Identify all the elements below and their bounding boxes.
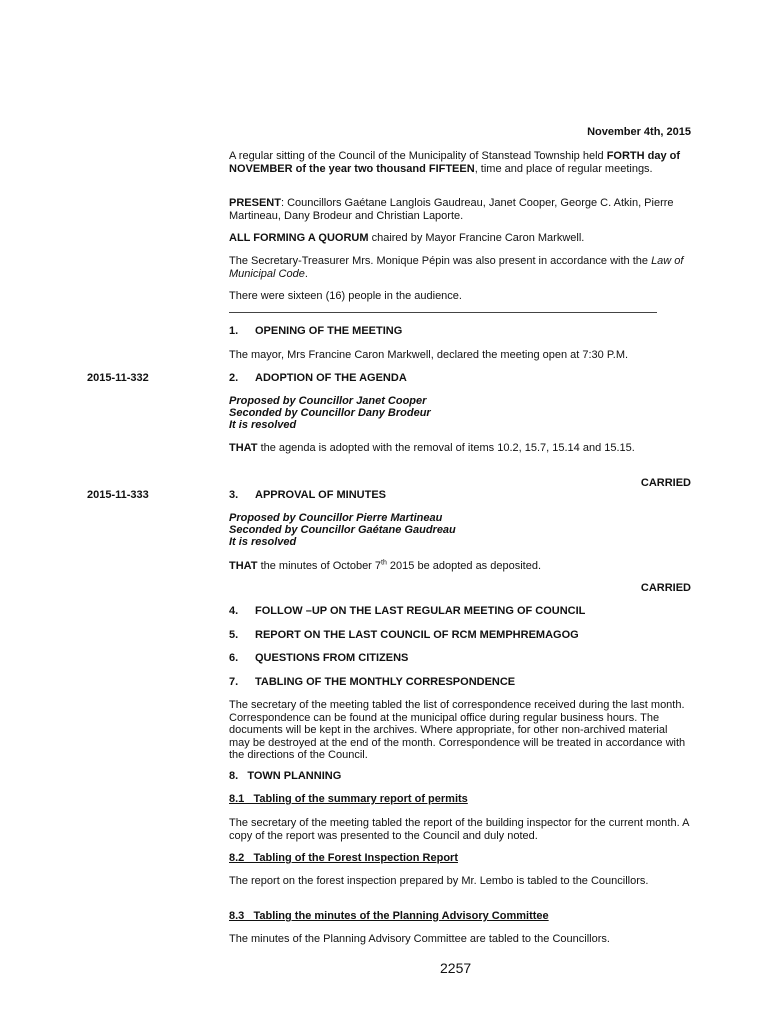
seconded-by: Seconded by Councillor Dany Brodeur bbox=[229, 407, 431, 419]
carried-label: CARRIED bbox=[640, 477, 691, 489]
section-2-text: THAT the agenda is adopted with the removal of items 10.2, 15.7, 15.14 and 15.15. bbox=[229, 442, 635, 454]
quorum-paragraph: ALL FORMING A QUORUM chaired by Mayor Francine Caron Markwell. bbox=[229, 232, 585, 244]
section-3-number: 3. bbox=[229, 489, 239, 501]
subsection-8-2-title: 8.2 Tabling of the Forest Inspection Report bbox=[229, 852, 458, 864]
section-1-text: The mayor, Mrs Francine Caron Markwell, declared the meeting open at 7:30 P.M. bbox=[229, 349, 629, 361]
intro-paragraph: A regular sitting of the Council of the Municipality of Stanstead Township held FORTH day of NOVEMBER of the year two thousand FIFTEEN, time and place of regular meetings. bbox=[229, 150, 681, 175]
section-8-title: 8. TOWN PLANNING bbox=[229, 770, 342, 782]
proposed-by: Proposed by Councillor Pierre Martineau bbox=[229, 512, 443, 524]
it-is-resolved: It is resolved bbox=[229, 419, 297, 431]
carried-label: CARRIED bbox=[640, 582, 691, 594]
resolution-number: 2015-11-333 bbox=[87, 489, 149, 501]
it-is-resolved: It is resolved bbox=[229, 536, 297, 548]
section-3-text: THAT the minutes of October 7th 2015 be adopted as deposited. bbox=[229, 559, 542, 572]
section-4-number: 4. bbox=[229, 605, 239, 617]
section-6-number: 6. bbox=[229, 652, 239, 664]
section-1-title: OPENING OF THE MEETING bbox=[255, 325, 403, 337]
secretary-paragraph: The Secretary-Treasurer Mrs. Monique Pépin was also present in accordance with the Law of Municipal Code. bbox=[229, 255, 684, 280]
section-2-title: ADOPTION OF THE AGENDA bbox=[255, 372, 407, 384]
subsection-8-1-title: 8.1 Tabling of the summary report of permits bbox=[229, 793, 468, 805]
subsection-8-1-text: The secretary of the meeting tabled the report of the building inspector for the current month. A copy of the report was presented to the Council and duly noted. bbox=[229, 817, 689, 842]
section-7-title: TABLING OF THE MONTHLY CORRESPONDENCE bbox=[255, 676, 516, 688]
page-number: 2257 bbox=[440, 960, 472, 976]
audience-text: There were sixteen (16) people in the audience. bbox=[229, 290, 462, 302]
section-5-number: 5. bbox=[229, 629, 239, 641]
section-4-title: FOLLOW –UP ON THE LAST REGULAR MEETING OF COUNCIL bbox=[255, 605, 586, 617]
resolution-number: 2015-11-332 bbox=[87, 372, 149, 384]
section-7-number: 7. bbox=[229, 676, 239, 688]
subsection-8-3-title: 8.3 Tabling the minutes of the Planning Advisory Committee bbox=[229, 910, 549, 922]
present-paragraph: PRESENT: Councillors Gaétane Langlois Gaudreau, Janet Cooper, George C. Atkin, Pierre Martineau, Dany Brodeur and Christian Laporte. bbox=[229, 197, 674, 222]
section-7-text: The secretary of the meeting tabled the list of correspondence received during the last month. Correspondence can be found at the municipal office during regular business hours. The documents will be kept in the archives. Where appropriate, for other non-archived material may be destroyed at the end of the month. Correspondence will be treated in accordance with the directions of the Council. bbox=[229, 699, 686, 761]
proposed-by: Proposed by Councillor Janet Cooper bbox=[229, 395, 427, 407]
subsection-8-2-text: The report on the forest inspection prepared by Mr. Lembo is tabled to the Councillors. bbox=[229, 875, 649, 887]
section-6-title: QUESTIONS FROM CITIZENS bbox=[255, 652, 409, 664]
section-3-title: APPROVAL OF MINUTES bbox=[255, 489, 386, 501]
section-2-number: 2. bbox=[229, 372, 239, 384]
meeting-date: November 4th, 2015 bbox=[587, 126, 691, 138]
seconded-by: Seconded by Councillor Gaétane Gaudreau bbox=[229, 524, 456, 536]
section-1-number: 1. bbox=[229, 325, 239, 337]
section-5-title: REPORT ON THE LAST COUNCIL OF RCM MEMPHREMAGOG bbox=[255, 629, 579, 641]
divider bbox=[229, 312, 657, 313]
subsection-8-3-text: The minutes of the Planning Advisory Committee are tabled to the Councillors. bbox=[229, 933, 610, 945]
